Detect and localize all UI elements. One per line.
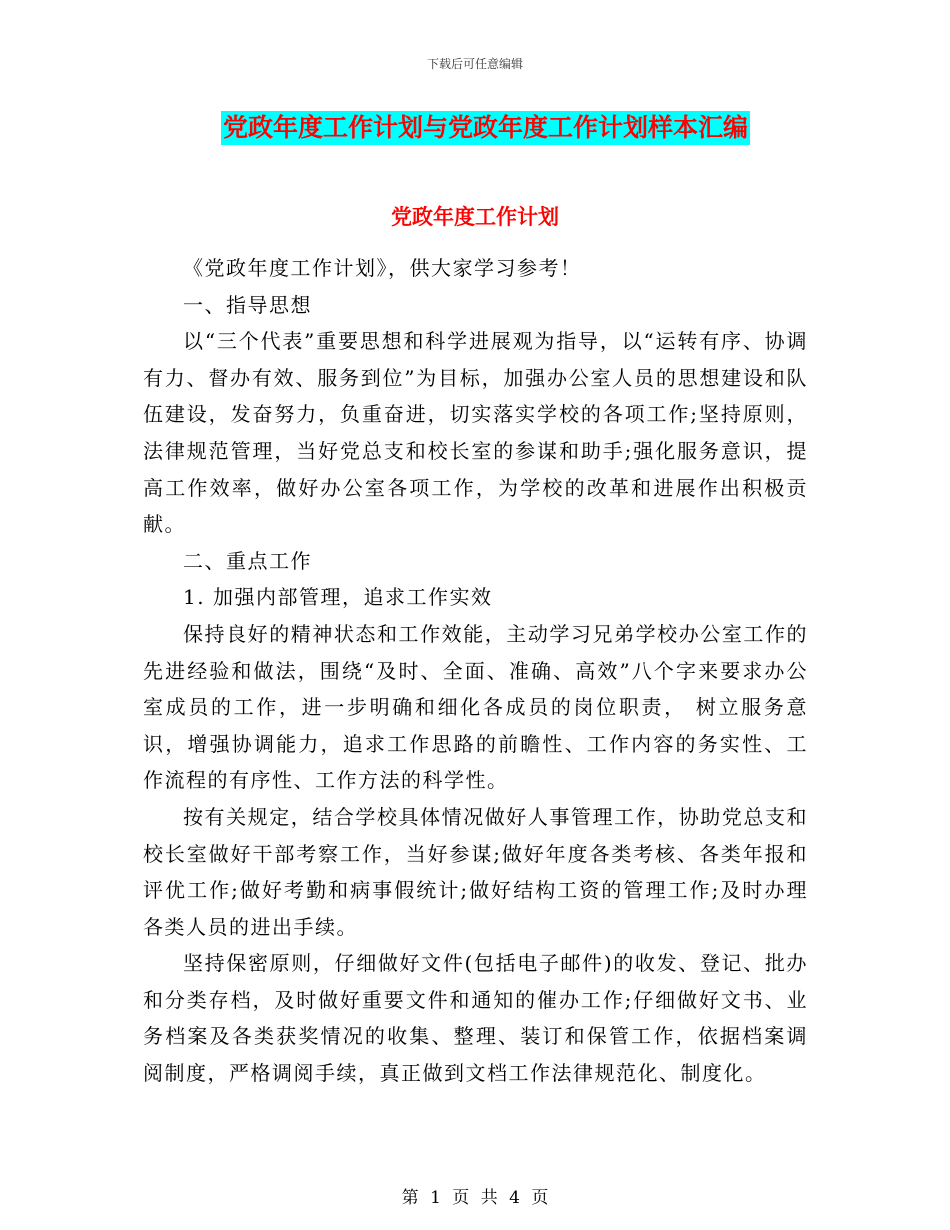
paragraph-personnel-management: 按有关规定，结合学校具体情况做好人事管理工作，协助党总支和校长室做好干部考察工作，当好参谋;做好年度各类考核、各类年报和评优工作;做好考勤和病事假统计;做好结构工资的管理工作;及时办理各类人员的进出手续。 — [143, 804, 808, 939]
paragraph-work-efficiency: 保持良好的精神状态和工作效能，主动学习兄弟学校办公室工作的先进经验和做法，围绕“及时、全面、准确、高效”八个字来要求办公室成员的工作，进一步明确和细化各成员的岗位职责， 树立服务意识，增强协调能力，追求工作思路的前瞻性、工作内容的务实性、工作流程的有序性、工作方法的科学性。 — [143, 621, 808, 793]
body-text — [143, 250, 808, 1092]
paragraph-guiding-ideology: 以“三个代表”重要思想和科学进展观为指导，以“运转有序、协调有力、督办有效、服务到位”为目标，加强办公室人员的思想建设和队伍建设，发奋努力，负重奋进，切实落实学校的各项工作;坚持原则，法律规范管理，当好党总支和校长室的参谋和助手;强化服务意识，提高工作效率，做好办公室各项工作，为学校的改革和进展作出积极贡献。 — [143, 329, 808, 537]
heading-guiding-ideology: 一、指导思想 — [183, 292, 312, 317]
document-title: 党政年度工作计划与党政年度工作计划样本汇编 — [221, 111, 750, 145]
section-title: 党政年度工作计划 — [391, 205, 559, 229]
page-footer: 第 1 页 共 4 页 — [401, 1188, 549, 1208]
paragraph-intro: 《党政年度工作计划》，供大家学习参考！ — [183, 256, 582, 280]
heading-key-work: 二、重点工作 — [183, 548, 312, 573]
header-note: 下载后可任意编辑 — [426, 57, 523, 71]
paragraph-confidentiality: 坚持保密原则，仔细做好文件(包括电子邮件)的收发、登记、批办和分类存档，及时做好重要文件和通知的催办工作;仔细做好文书、业务档案及各类获奖情况的收集、整理、装订和保管工作，依据档案调阅制度，严格调阅手续，真正做到文档工作法律规范化、制度化。 — [143, 951, 808, 1086]
heading-internal-management: 1. 加强内部管理，追求工作实效 — [183, 585, 493, 610]
